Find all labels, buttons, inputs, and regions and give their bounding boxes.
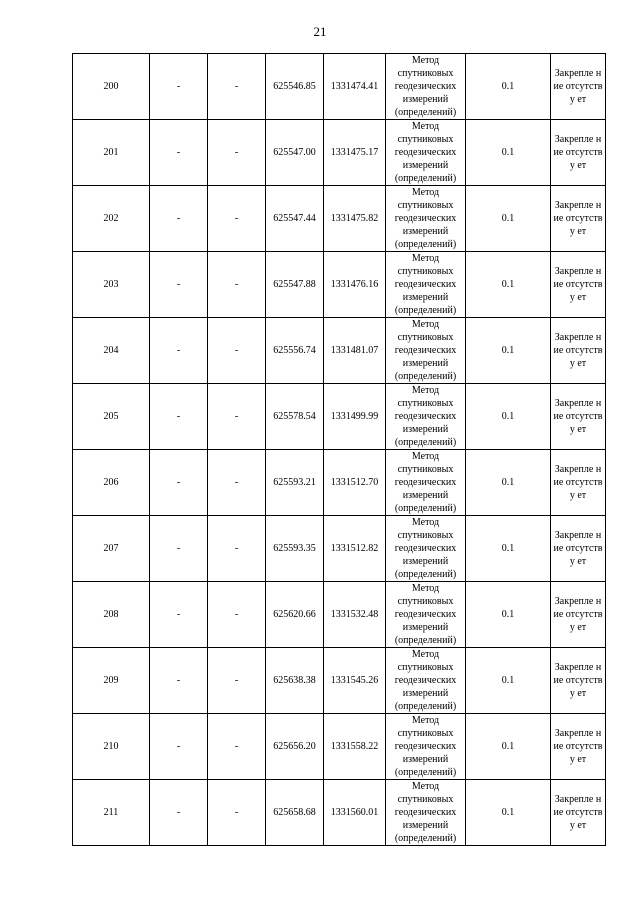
point-number-cell [73,120,150,186]
y-coordinate-cell [324,318,386,384]
fixing-cell-text: Закрепле ние отсутству ет [553,68,603,105]
method-cell-text: Метод спутниковых геодезических измерений (определений) [394,715,457,778]
accuracy-cell [466,252,551,318]
table-row [73,252,606,318]
empty-col-1-cell-text: - [176,543,181,554]
method-cell-text: Метод спутниковых геодезических измерений (определений) [394,451,457,514]
accuracy-cell-text: 0.1 [501,213,515,224]
x-coordinate-cell [266,714,324,780]
empty-col-1-cell [150,252,208,318]
fixing-cell [551,516,606,582]
table-row [73,120,606,186]
y-coordinate-cell-text: 1331512.82 [330,543,379,554]
accuracy-cell [466,120,551,186]
x-coordinate-cell-text: 625547.88 [273,279,316,290]
table-row [73,648,606,714]
method-cell-text: Метод спутниковых геодезических измерений (определений) [394,385,457,448]
table-body [73,54,606,846]
method-cell [386,54,466,120]
accuracy-cell [466,450,551,516]
fixing-cell-text: Закрепле ние отсутству ет [553,398,603,435]
point-number-cell [73,450,150,516]
method-cell [386,516,466,582]
accuracy-cell-text: 0.1 [501,81,515,92]
y-coordinate-cell-text: 1331476.16 [330,279,379,290]
fixing-cell [551,384,606,450]
y-coordinate-cell-text: 1331475.82 [330,213,379,224]
fixing-cell-text: Закрепле ние отсутству ет [553,596,603,633]
accuracy-cell [466,780,551,846]
accuracy-cell-text: 0.1 [501,411,515,422]
empty-col-2-cell-text: - [234,675,239,686]
point-number-cell [73,186,150,252]
point-number-cell-text: 208 [103,609,119,620]
empty-col-1-cell [150,120,208,186]
y-coordinate-cell-text: 1331499.99 [330,411,379,422]
fixing-cell [551,648,606,714]
empty-col-1-cell-text: - [176,411,181,422]
empty-col-2-cell-text: - [234,147,239,158]
empty-col-2-cell [208,648,266,714]
empty-col-1-cell-text: - [176,345,181,356]
method-cell-text: Метод спутниковых геодезических измерений (определений) [394,517,457,580]
method-cell [386,120,466,186]
empty-col-2-cell-text: - [234,741,239,752]
empty-col-1-cell-text: - [176,807,181,818]
accuracy-cell [466,384,551,450]
point-number-cell [73,54,150,120]
page-number: 21 [313,24,327,39]
empty-col-1-cell [150,780,208,846]
method-cell-text: Метод спутниковых геодезических измерений (определений) [394,319,457,382]
accuracy-cell-text: 0.1 [501,741,515,752]
accuracy-cell-text: 0.1 [501,675,515,686]
y-coordinate-cell [324,714,386,780]
y-coordinate-cell-text: 1331558.22 [330,741,379,752]
y-coordinate-cell [324,186,386,252]
fixing-cell [551,54,606,120]
fixing-cell [551,780,606,846]
accuracy-cell-text: 0.1 [501,279,515,290]
y-coordinate-cell-text: 1331475.17 [330,147,379,158]
empty-col-1-cell [150,450,208,516]
empty-col-1-cell-text: - [176,675,181,686]
empty-col-2-cell [208,252,266,318]
empty-col-1-cell [150,384,208,450]
point-number-cell [73,318,150,384]
empty-col-2-cell-text: - [234,807,239,818]
empty-col-2-cell-text: - [234,345,239,356]
empty-col-1-cell [150,186,208,252]
y-coordinate-cell-text: 1331560.01 [330,807,379,818]
empty-col-2-cell [208,714,266,780]
point-number-cell-text: 203 [103,279,119,290]
x-coordinate-cell-text: 625656.20 [273,741,316,752]
table-row [73,384,606,450]
method-cell-text: Метод спутниковых геодезических измерений (определений) [394,781,457,844]
method-cell-text: Метод спутниковых геодезических измерений (определений) [394,55,457,118]
method-cell-text: Метод спутниковых геодезических измерений (определений) [394,649,457,712]
y-coordinate-cell-text: 1331512.70 [330,477,379,488]
x-coordinate-cell [266,252,324,318]
empty-col-2-cell [208,450,266,516]
empty-col-2-cell-text: - [234,213,239,224]
accuracy-cell [466,714,551,780]
empty-col-2-cell [208,780,266,846]
method-cell-text: Метод спутниковых геодезических измерений (определений) [394,187,457,250]
empty-col-2-cell [208,54,266,120]
x-coordinate-cell [266,318,324,384]
x-coordinate-cell [266,648,324,714]
table-row [73,516,606,582]
point-number-cell-text: 202 [103,213,119,224]
empty-col-2-cell [208,516,266,582]
y-coordinate-cell [324,384,386,450]
y-coordinate-cell-text: 1331532.48 [330,609,379,620]
fixing-cell-text: Закрепле ние отсутству ет [553,662,603,699]
x-coordinate-cell [266,780,324,846]
x-coordinate-cell-text: 625547.44 [273,213,316,224]
point-number-cell-text: 210 [103,741,119,752]
x-coordinate-cell [266,516,324,582]
point-number-cell-text: 209 [103,675,119,686]
empty-col-2-cell [208,384,266,450]
method-cell [386,780,466,846]
empty-col-1-cell [150,54,208,120]
fixing-cell [551,450,606,516]
empty-col-2-cell-text: - [234,477,239,488]
x-coordinate-cell [266,450,324,516]
point-number-cell [73,714,150,780]
accuracy-cell [466,516,551,582]
coordinates-table [72,53,606,846]
x-coordinate-cell [266,120,324,186]
empty-col-2-cell-text: - [234,543,239,554]
accuracy-cell [466,318,551,384]
y-coordinate-cell [324,54,386,120]
x-coordinate-cell-text: 625593.21 [273,477,316,488]
table-row [73,780,606,846]
point-number-cell-text: 205 [103,411,119,422]
empty-col-2-cell [208,120,266,186]
accuracy-cell-text: 0.1 [501,543,515,554]
point-number-cell-text: 200 [103,81,119,92]
empty-col-2-cell-text: - [234,609,239,620]
point-number-cell [73,252,150,318]
x-coordinate-cell [266,384,324,450]
empty-col-2-cell-text: - [234,411,239,422]
empty-col-1-cell [150,516,208,582]
fixing-cell-text: Закрепле ние отсутству ет [553,134,603,171]
point-number-cell-text: 207 [103,543,119,554]
x-coordinate-cell-text: 625578.54 [273,411,316,422]
point-number-cell [73,582,150,648]
empty-col-1-cell [150,714,208,780]
accuracy-cell-text: 0.1 [501,609,515,620]
x-coordinate-cell-text: 625620.66 [273,609,316,620]
empty-col-2-cell-text: - [234,279,239,290]
empty-col-1-cell [150,318,208,384]
method-cell-text: Метод спутниковых геодезических измерений (определений) [394,253,457,316]
accuracy-cell-text: 0.1 [501,147,515,158]
fixing-cell-text: Закрепле ние отсутству ет [553,794,603,831]
method-cell [386,252,466,318]
fixing-cell [551,252,606,318]
fixing-cell-text: Закрепле ние отсутству ет [553,530,603,567]
method-cell [386,648,466,714]
fixing-cell-text: Закрепле ние отсутству ет [553,464,603,501]
point-number-cell-text: 211 [103,807,119,818]
point-number-cell-text: 204 [103,345,119,356]
y-coordinate-cell [324,780,386,846]
accuracy-cell [466,54,551,120]
y-coordinate-cell [324,450,386,516]
empty-col-1-cell-text: - [176,213,181,224]
method-cell [386,186,466,252]
method-cell-text: Метод спутниковых геодезических измерений (определений) [394,583,457,646]
fixing-cell [551,120,606,186]
empty-col-1-cell-text: - [176,609,181,620]
y-coordinate-cell-text: 1331481.07 [330,345,379,356]
point-number-cell-text: 206 [103,477,119,488]
accuracy-cell [466,648,551,714]
table-row [73,582,606,648]
empty-col-1-cell [150,648,208,714]
y-coordinate-cell [324,252,386,318]
x-coordinate-cell [266,582,324,648]
x-coordinate-cell-text: 625593.35 [273,543,316,554]
table-row [73,450,606,516]
empty-col-1-cell-text: - [176,741,181,752]
fixing-cell-text: Закрепле ние отсутству ет [553,728,603,765]
fixing-cell-text: Закрепле ние отсутству ет [553,200,603,237]
x-coordinate-cell-text: 625547.00 [273,147,316,158]
method-cell [386,384,466,450]
fixing-cell [551,318,606,384]
fixing-cell [551,714,606,780]
x-coordinate-cell-text: 625658.68 [273,807,316,818]
empty-col-1-cell-text: - [176,279,181,290]
empty-col-2-cell [208,186,266,252]
accuracy-cell-text: 0.1 [501,345,515,356]
y-coordinate-cell-text: 1331474.41 [330,81,379,92]
empty-col-2-cell [208,318,266,384]
x-coordinate-cell-text: 625546.85 [273,81,316,92]
table-row [73,54,606,120]
method-cell [386,450,466,516]
accuracy-cell-text: 0.1 [501,477,515,488]
y-coordinate-cell [324,516,386,582]
empty-col-2-cell [208,582,266,648]
x-coordinate-cell [266,54,324,120]
x-coordinate-cell-text: 625638.38 [273,675,316,686]
method-cell [386,714,466,780]
fixing-cell [551,582,606,648]
fixing-cell-text: Закрепле ние отсутству ет [553,266,603,303]
table-row [73,318,606,384]
fixing-cell-text: Закрепле ние отсутству ет [553,332,603,369]
y-coordinate-cell [324,648,386,714]
y-coordinate-cell [324,582,386,648]
x-coordinate-cell-text: 625556.74 [273,345,316,356]
point-number-cell [73,516,150,582]
empty-col-1-cell-text: - [176,147,181,158]
table-row [73,714,606,780]
table-row [73,186,606,252]
accuracy-cell-text: 0.1 [501,807,515,818]
method-cell [386,318,466,384]
y-coordinate-cell-text: 1331545.26 [330,675,379,686]
fixing-cell [551,186,606,252]
empty-col-1-cell [150,582,208,648]
empty-col-2-cell-text: - [234,81,239,92]
point-number-cell [73,780,150,846]
empty-col-1-cell-text: - [176,81,181,92]
accuracy-cell [466,582,551,648]
point-number-cell [73,384,150,450]
method-cell-text: Метод спутниковых геодезических измерений (определений) [394,121,457,184]
method-cell [386,582,466,648]
point-number-cell-text: 201 [103,147,119,158]
y-coordinate-cell [324,120,386,186]
point-number-cell [73,648,150,714]
accuracy-cell [466,186,551,252]
empty-col-1-cell-text: - [176,477,181,488]
x-coordinate-cell [266,186,324,252]
